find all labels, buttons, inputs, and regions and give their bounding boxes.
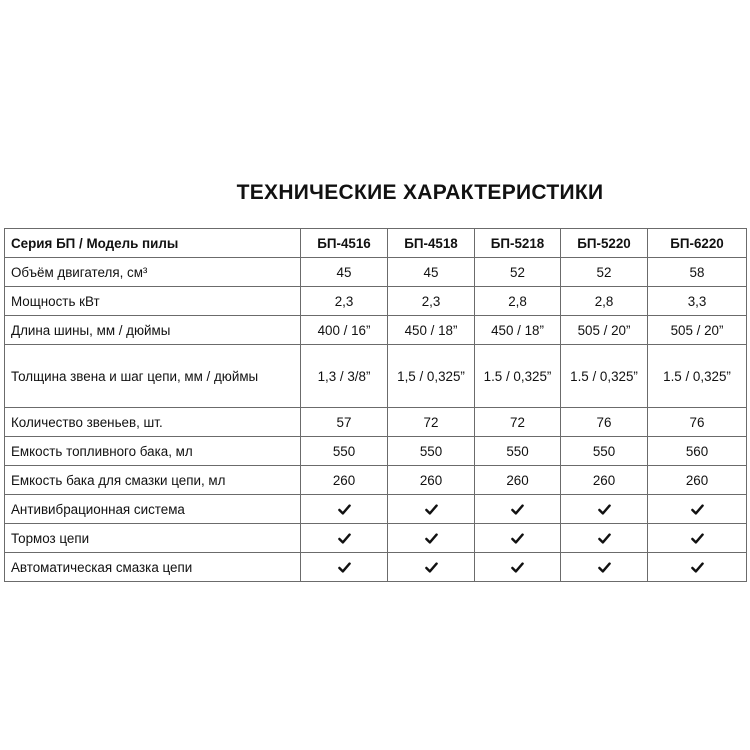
checkmark-icon — [691, 503, 704, 516]
checkmark-icon — [338, 532, 351, 545]
table-cell: 45 — [301, 258, 388, 287]
table-row — [5, 258, 747, 287]
row-label: Толщина звена и шаг цепи, мм / дюймы — [5, 345, 301, 408]
table-cell: 1.5 / 0,325” — [648, 345, 747, 408]
table-row — [5, 287, 747, 316]
table-cell: 260 — [301, 466, 388, 495]
table-cell: 260 — [475, 466, 561, 495]
table-header-row — [5, 229, 747, 258]
row-label: Антивибрационная система — [5, 495, 301, 524]
check-cell — [475, 524, 561, 553]
table-cell: 2,3 — [388, 287, 475, 316]
table-cell: 52 — [561, 258, 648, 287]
table-cell: 550 — [301, 437, 388, 466]
check-cell — [648, 524, 747, 553]
table-cell: 45 — [388, 258, 475, 287]
table-cell: 1.5 / 0,325” — [561, 345, 648, 408]
checkmark-icon — [598, 561, 611, 574]
row-label: Объём двигателя, см³ — [5, 258, 301, 287]
check-cell — [648, 495, 747, 524]
header-series-model: Серия БП / Модель пилы — [5, 229, 301, 258]
table-cell: 58 — [648, 258, 747, 287]
table-cell: 2,8 — [561, 287, 648, 316]
checkmark-icon — [691, 532, 704, 545]
check-cell — [475, 553, 561, 582]
check-cell — [301, 495, 388, 524]
table-cell: 2,3 — [301, 287, 388, 316]
table-cell: 76 — [561, 408, 648, 437]
checkmark-icon — [691, 561, 704, 574]
table-cell: 505 / 20” — [648, 316, 747, 345]
table-cell: 400 / 16” — [301, 316, 388, 345]
table-cell: 2,8 — [475, 287, 561, 316]
table-cell: 260 — [561, 466, 648, 495]
table-cell: 72 — [388, 408, 475, 437]
table-row — [5, 316, 747, 345]
row-label: Емкость топливного бака, мл — [5, 437, 301, 466]
table-cell: 260 — [388, 466, 475, 495]
table-cell: 260 — [648, 466, 747, 495]
table-cell: 1.5 / 0,325” — [475, 345, 561, 408]
check-cell — [561, 495, 648, 524]
check-cell — [475, 495, 561, 524]
checkmark-icon — [511, 503, 524, 516]
row-label: Мощность кВт — [5, 287, 301, 316]
header-model-bp4518: БП-4518 — [388, 229, 475, 258]
header-model-bp5220: БП-5220 — [561, 229, 648, 258]
table-cell: 560 — [648, 437, 747, 466]
table-cell: 550 — [561, 437, 648, 466]
check-cell — [388, 524, 475, 553]
checkmark-icon — [425, 561, 438, 574]
checkmark-icon — [425, 503, 438, 516]
specs-table — [4, 228, 747, 582]
check-cell — [301, 553, 388, 582]
table-cell: 450 / 18” — [388, 316, 475, 345]
header-model-bp5218: БП-5218 — [475, 229, 561, 258]
check-cell — [561, 524, 648, 553]
table-row — [5, 345, 747, 408]
checkmark-icon — [598, 503, 611, 516]
check-cell — [561, 553, 648, 582]
table-row — [5, 553, 747, 582]
header-model-bp6220: БП-6220 — [648, 229, 747, 258]
table-cell: 1,5 / 0,325” — [388, 345, 475, 408]
row-label: Автоматическая смазка цепи — [5, 553, 301, 582]
row-label: Количество звеньев, шт. — [5, 408, 301, 437]
table-row — [5, 495, 747, 524]
checkmark-icon — [338, 561, 351, 574]
checkmark-icon — [425, 532, 438, 545]
checkmark-icon — [511, 532, 524, 545]
page-title: ТЕХНИЧЕСКИЕ ХАРАКТЕРИСТИКИ — [236, 181, 604, 204]
table-cell: 72 — [475, 408, 561, 437]
check-cell — [388, 553, 475, 582]
check-cell — [301, 524, 388, 553]
table-row — [5, 466, 747, 495]
table-cell: 76 — [648, 408, 747, 437]
table-cell: 505 / 20” — [561, 316, 648, 345]
checkmark-icon — [598, 532, 611, 545]
table-cell: 550 — [388, 437, 475, 466]
check-cell — [388, 495, 475, 524]
check-cell — [648, 553, 747, 582]
row-label: Тормоз цепи — [5, 524, 301, 553]
checkmark-icon — [338, 503, 351, 516]
table-cell: 550 — [475, 437, 561, 466]
header-model-bp4516: БП-4516 — [301, 229, 388, 258]
table-row — [5, 437, 747, 466]
table-cell: 450 / 18” — [475, 316, 561, 345]
table-cell: 57 — [301, 408, 388, 437]
row-label: Длина шины, мм / дюймы — [5, 316, 301, 345]
checkmark-icon — [511, 561, 524, 574]
table-cell: 52 — [475, 258, 561, 287]
table-row — [5, 524, 747, 553]
row-label: Емкость бака для смазки цепи, мл — [5, 466, 301, 495]
table-row — [5, 408, 747, 437]
table-cell: 3,3 — [648, 287, 747, 316]
table-cell: 1,3 / 3/8” — [301, 345, 388, 408]
